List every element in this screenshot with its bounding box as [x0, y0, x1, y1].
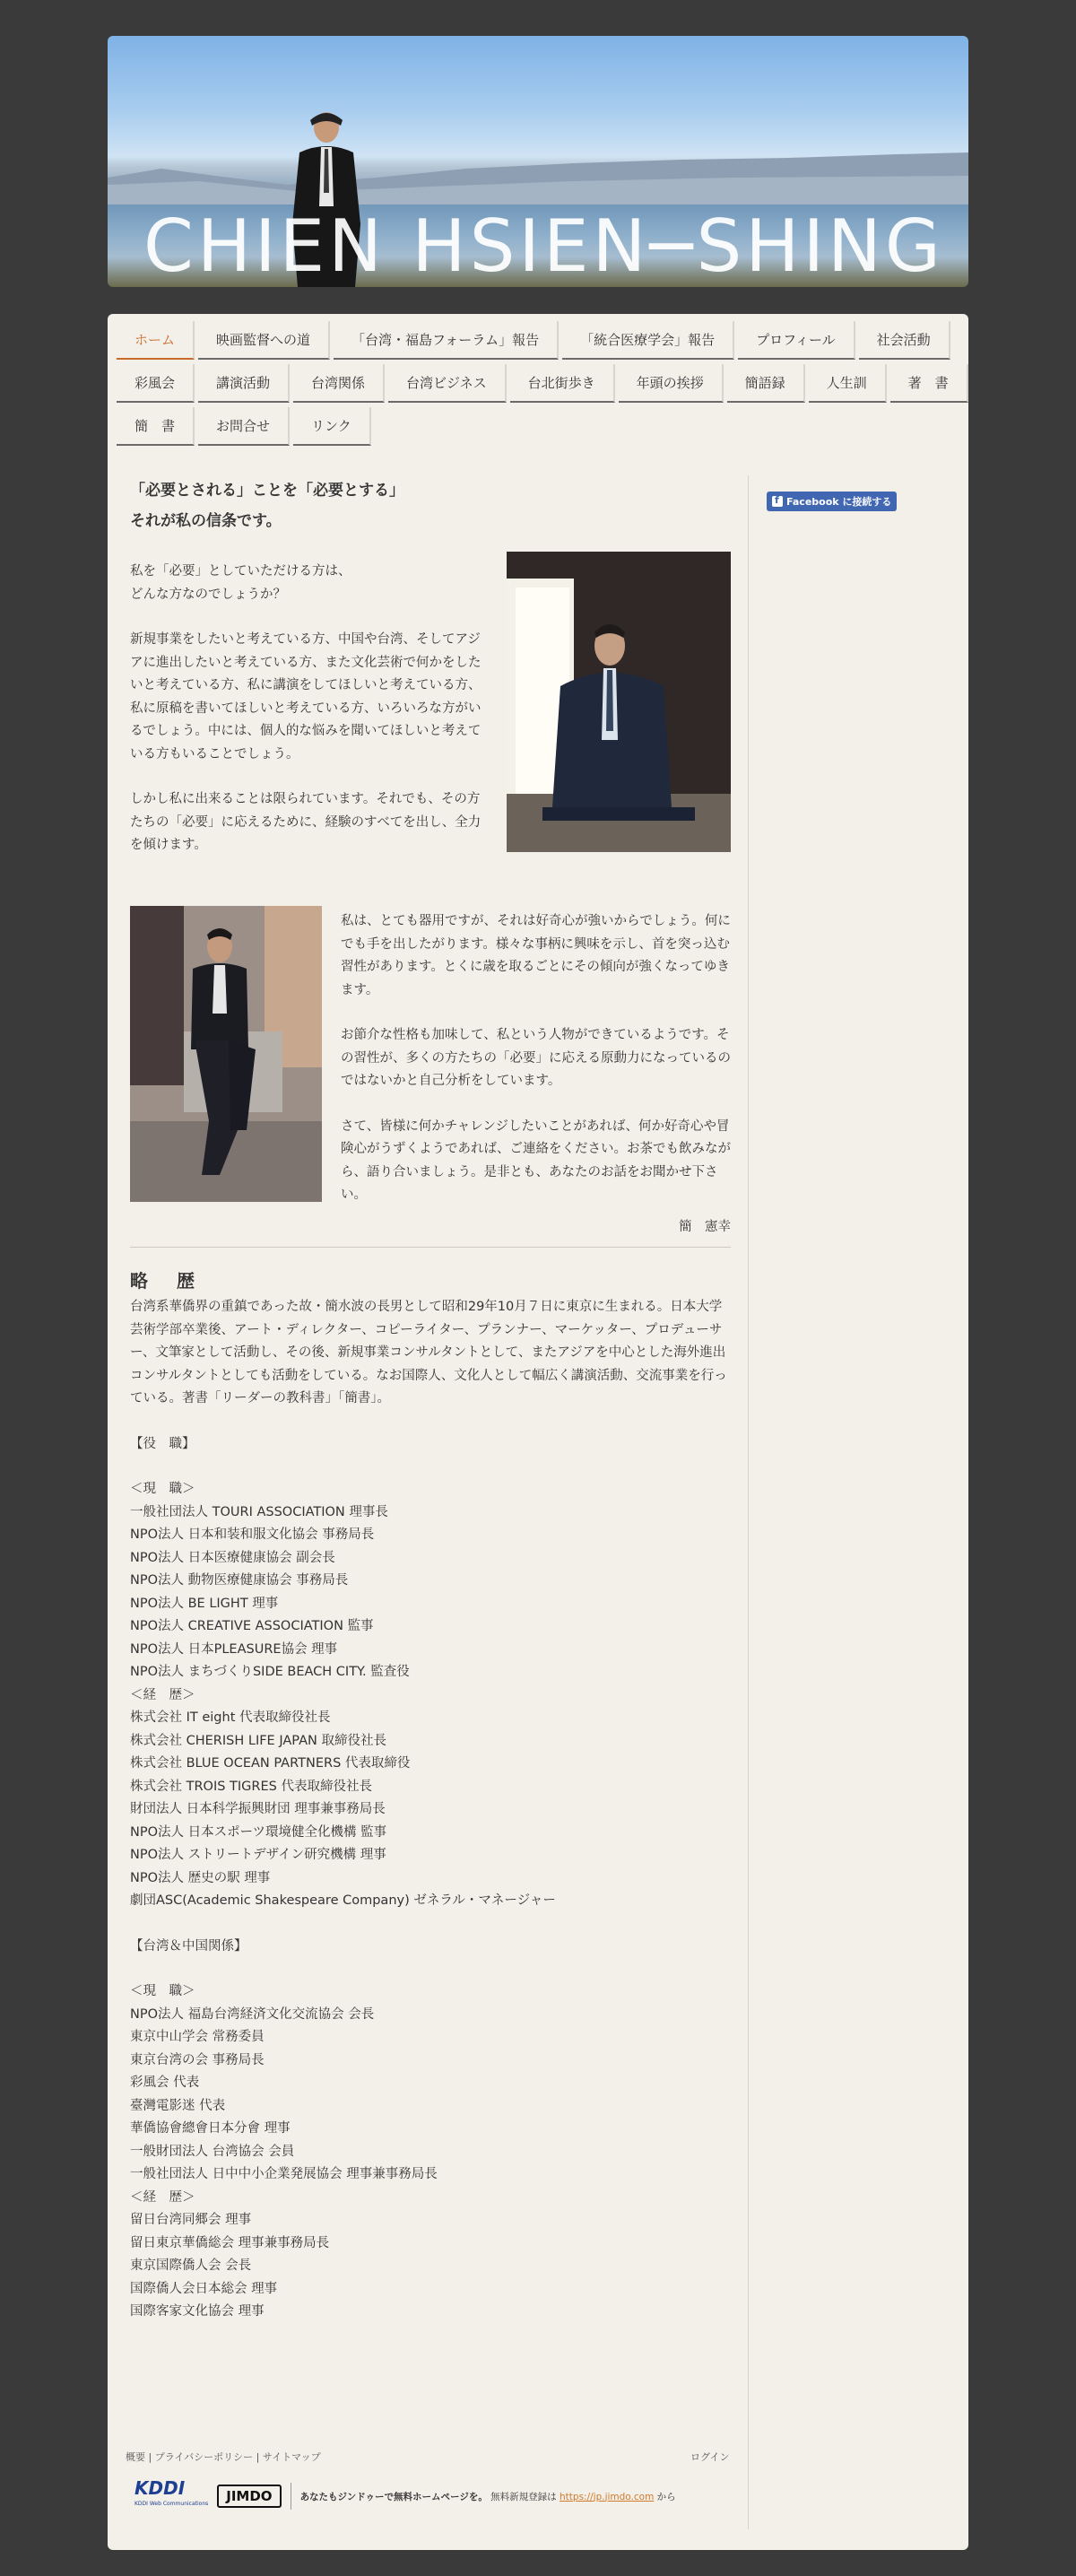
sidebar-divider — [748, 475, 749, 2529]
facebook-connect-label: Facebook に接続する — [786, 496, 892, 508]
tw-past-role: 東京国際僑人会 会長 — [130, 2258, 252, 2273]
nav-item-contact[interactable]: お問合せ — [198, 407, 290, 446]
portrait-photo-outdoor-image — [130, 906, 322, 1202]
tw-current-role: 一般財団法人 台湾協会 会員 — [130, 2144, 295, 2159]
intro-paragraph: 私を「必要」としていただける方は、 どんな方なのでしょうか？ — [130, 564, 351, 602]
kddi-logo[interactable] — [134, 2477, 209, 2512]
current-role: NPO法人 まちづくりSIDE BEACH CITY. 監査役 — [130, 1665, 410, 1679]
nav-item-saifukai[interactable]: 彩風会 — [117, 364, 195, 403]
nav-item-links[interactable]: リンク — [293, 407, 371, 446]
tw-current-role: 一般社団法人 日中中小企業発展協会 理事兼事務局長 — [130, 2167, 438, 2181]
taiwan-china-heading: 【台湾＆中国関係】 — [130, 1938, 247, 1954]
nav-item-film-director[interactable]: 映画監督への道 — [198, 321, 330, 360]
current-role: NPO法人 日本医療健康協会 副会長 — [130, 1550, 335, 1565]
tw-current-role: NPO法人 福島台湾経済文化交流協会 会長 — [130, 2006, 375, 2022]
nav-item-lectures[interactable]: 講演活動 — [198, 364, 290, 403]
second-text — [341, 910, 731, 1239]
tw-current-role: 臺灣電影迷 代表 — [130, 2098, 226, 2113]
jimdo-promo — [300, 2490, 676, 2503]
footer-separator: | — [148, 2451, 155, 2463]
current-roles-heading: ＜現 職＞ — [130, 1482, 195, 1496]
tw-past-role: 国際僑人会日本総会 理事 — [130, 2281, 278, 2296]
nav-row — [117, 321, 941, 360]
profile-heading: 略 歴 — [130, 1270, 200, 1292]
nav-item-taiwan-relations[interactable]: 台湾関係 — [293, 364, 385, 403]
motto-line-1: 「必要とされる」ことを「必要とする」 — [130, 482, 404, 500]
nav-item-taiwan-fukushima-forum[interactable]: 「台湾・福島フォーラム」報告 — [334, 321, 559, 360]
tw-current-heading: ＜現 職＞ — [130, 1984, 195, 1998]
nav-item-integrative-medicine[interactable]: 「統合医療学会」報告 — [562, 321, 734, 360]
tw-past-heading: ＜経 歴＞ — [130, 2189, 195, 2205]
nav-item-social-activities[interactable]: 社会活動 — [859, 321, 950, 360]
banner-title: CHIEN HSIEN─SHING — [143, 205, 944, 287]
past-role: 株式会社 BLUE OCEAN PARTNERS 代表取締役 — [130, 1756, 411, 1771]
jimdo-signup-link[interactable]: https://jp.jimdo.com — [560, 2491, 655, 2502]
nav-item-home[interactable]: ホーム — [117, 321, 195, 360]
footer-login-link[interactable]: ログイン — [690, 2451, 730, 2463]
footer-sponsor — [134, 2477, 676, 2512]
past-role: 株式会社 IT eight 代表取締役社長 — [130, 1710, 331, 1725]
roles-heading: 【役 職】 — [130, 1436, 195, 1451]
intro-text — [130, 561, 489, 880]
intro-paragraph: 新規事業をしたいと考えている方、中国や台湾、そしてアジアに進出したいと考えている方、また文化芸術で何かをしたいと考えている方、私に講演をしてほしいと考えている方、私に原稿を書いてほしいと考えている方、いろいろな方がいるでしょう。中には、個人的な悩みを聞いてほしいと考えている方もいることでしょう。 — [130, 632, 482, 761]
tw-past-role: 国際客家文化協会 理事 — [130, 2304, 265, 2319]
footer-link-about[interactable]: 概要 — [126, 2451, 145, 2463]
intro-paragraph: しかし私に出来ることは限られています。それでも、その方たちの「必要」に応えるために、経験のすべてを出し、全力を傾けます。 — [130, 792, 482, 852]
main-content — [130, 475, 731, 2319]
motto-line-2: それが私の信条です。 — [130, 512, 282, 530]
jimdo-promo-text: 無料新規登録は — [487, 2491, 560, 2502]
nav-row — [117, 407, 941, 446]
past-role: 株式会社 CHERISH LIFE JAPAN 取締役社長 — [130, 1733, 386, 1748]
past-role: NPO法人 歴史の駅 理事 — [130, 1870, 271, 1885]
past-role: NPO法人 ストリートデザイン研究機構 理事 — [130, 1848, 386, 1862]
facebook-icon — [772, 496, 783, 507]
jimdo-promo-bold: あなたもジンドゥーで無料ホームページを。 — [299, 2491, 488, 2502]
content-area — [108, 314, 968, 2550]
footer-links — [126, 2450, 321, 2464]
tw-past-role: 留日台湾同郷会 理事 — [130, 2213, 252, 2227]
current-role: NPO法人 CREATIVE ASSOCIATION 監事 — [130, 1619, 374, 1633]
kddi-logo-subtext: KDDI Web Communications — [134, 2501, 209, 2507]
profile-summary: 台湾系華僑界の重鎮であった故・簡水波の長男として昭和29年10月７日に東京に生まれる。日本大学芸術学部卒業後、アート・ディレクター、コピーライター、プランナー、マーケッター、プロデューサー、文筆家として活動し、その後、新規事業コンサルタントとして、またアジアを中心とした海外進出コンサルタントとしても活動をしている。なお国際人、文化人として幅広く講演活動、交流事業を行っている。著書「リーダーの教科書」「簡書」。 — [130, 1300, 727, 1405]
jimdo-logo[interactable]: JIMDO — [217, 2485, 281, 2508]
past-role: 株式会社 TROIS TIGRES 代表取締役社長 — [130, 1779, 372, 1794]
nav-item-quotes[interactable]: 簡語録 — [727, 364, 805, 403]
footer-separator: | — [256, 2451, 263, 2463]
tw-current-role: 東京中山学会 常務委員 — [130, 2030, 265, 2044]
nav-item-profile[interactable]: プロフィール — [738, 321, 855, 360]
tw-current-role: 東京台湾の会 事務局長 — [130, 2052, 265, 2067]
current-role: NPO法人 日本PLEASURE協会 理事 — [130, 1641, 338, 1657]
nav-item-new-year-greeting[interactable]: 年頭の挨拶 — [619, 364, 724, 403]
nav-item-taiwan-business[interactable]: 台湾ビジネス — [388, 364, 507, 403]
footer-link-sitemap[interactable]: サイトマップ — [262, 2451, 321, 2463]
current-role: NPO法人 動物医療健康協会 事務局長 — [130, 1573, 349, 1588]
profile-body — [130, 1296, 731, 2324]
second-paragraph: お節介な性格も加味して、私という人物ができているようです。その習性が、多くの方たちの「必要」に応える原動力になっているのではないかと自己分析をしています。 — [341, 1028, 731, 1088]
nav-item-kansho[interactable]: 簡 書 — [117, 407, 195, 446]
portrait-photo-outdoor — [130, 906, 322, 1202]
header-banner — [108, 36, 968, 287]
portrait-photo-seated-image — [507, 552, 731, 852]
portrait-photo-seated — [507, 552, 731, 852]
nav-item-books[interactable]: 著 書 — [890, 364, 968, 403]
nav-item-life-lessons[interactable]: 人生訓 — [809, 364, 887, 403]
past-role: 劇団ASC(Academic Shakespeare Company) ゼネラル・マネージャー — [130, 1893, 556, 1908]
mountain-landscape — [108, 142, 968, 205]
signature: 簡 憲幸 — [679, 1219, 731, 1234]
footer-link-privacy[interactable]: プライバシーポリシー — [154, 2451, 254, 2463]
past-role: NPO法人 日本スポーツ環境健全化機構 監事 — [130, 1824, 387, 1840]
current-role: 一般社団法人 TOURI ASSOCIATION 理事長 — [130, 1504, 388, 1519]
tw-past-role: 留日東京華僑総会 理事兼事務局長 — [130, 2235, 330, 2250]
current-role: NPO法人 日本和装和服文化協会 事務局長 — [130, 1527, 375, 1542]
past-role: 財団法人 日本科学振興財団 理事兼事務局長 — [130, 1802, 386, 1816]
kddi-logo-text: KDDI — [134, 2477, 186, 2499]
nav-item-taipei-walk[interactable]: 台北街歩き — [510, 364, 615, 403]
sidebar — [767, 492, 897, 511]
past-roles-heading: ＜経 歴＞ — [130, 1687, 195, 1702]
nav-row — [117, 364, 949, 403]
jimdo-promo-suffix: から — [654, 2491, 676, 2502]
section-divider — [130, 1247, 731, 1248]
main-navigation — [117, 321, 949, 450]
second-paragraph: 私は、とても器用ですが、それは好奇心が強いからでしょう。何にでも手を出したがります。様々な事柄に興味を示し、首を突っ込む習性があります。とくに歳を取るごとにその傾向が強くなってゆきます。 — [341, 914, 731, 997]
tw-current-role: 彩風会 代表 — [130, 2076, 200, 2090]
current-role: NPO法人 BE LIGHT 理事 — [130, 1596, 279, 1611]
second-paragraph: さて、皆様に何かチャレンジしたいことがあれば、何か好奇心や冒険心がうずくようであれば、ご連絡をください。お茶でも飲みながら、語り合いましょう。是非とも、あなたのお話をお聞かせ下さい。 — [341, 1118, 731, 1202]
tw-current-role: 華僑協會總會日本分會 理事 — [130, 2121, 291, 2136]
facebook-connect-button[interactable] — [767, 492, 897, 511]
